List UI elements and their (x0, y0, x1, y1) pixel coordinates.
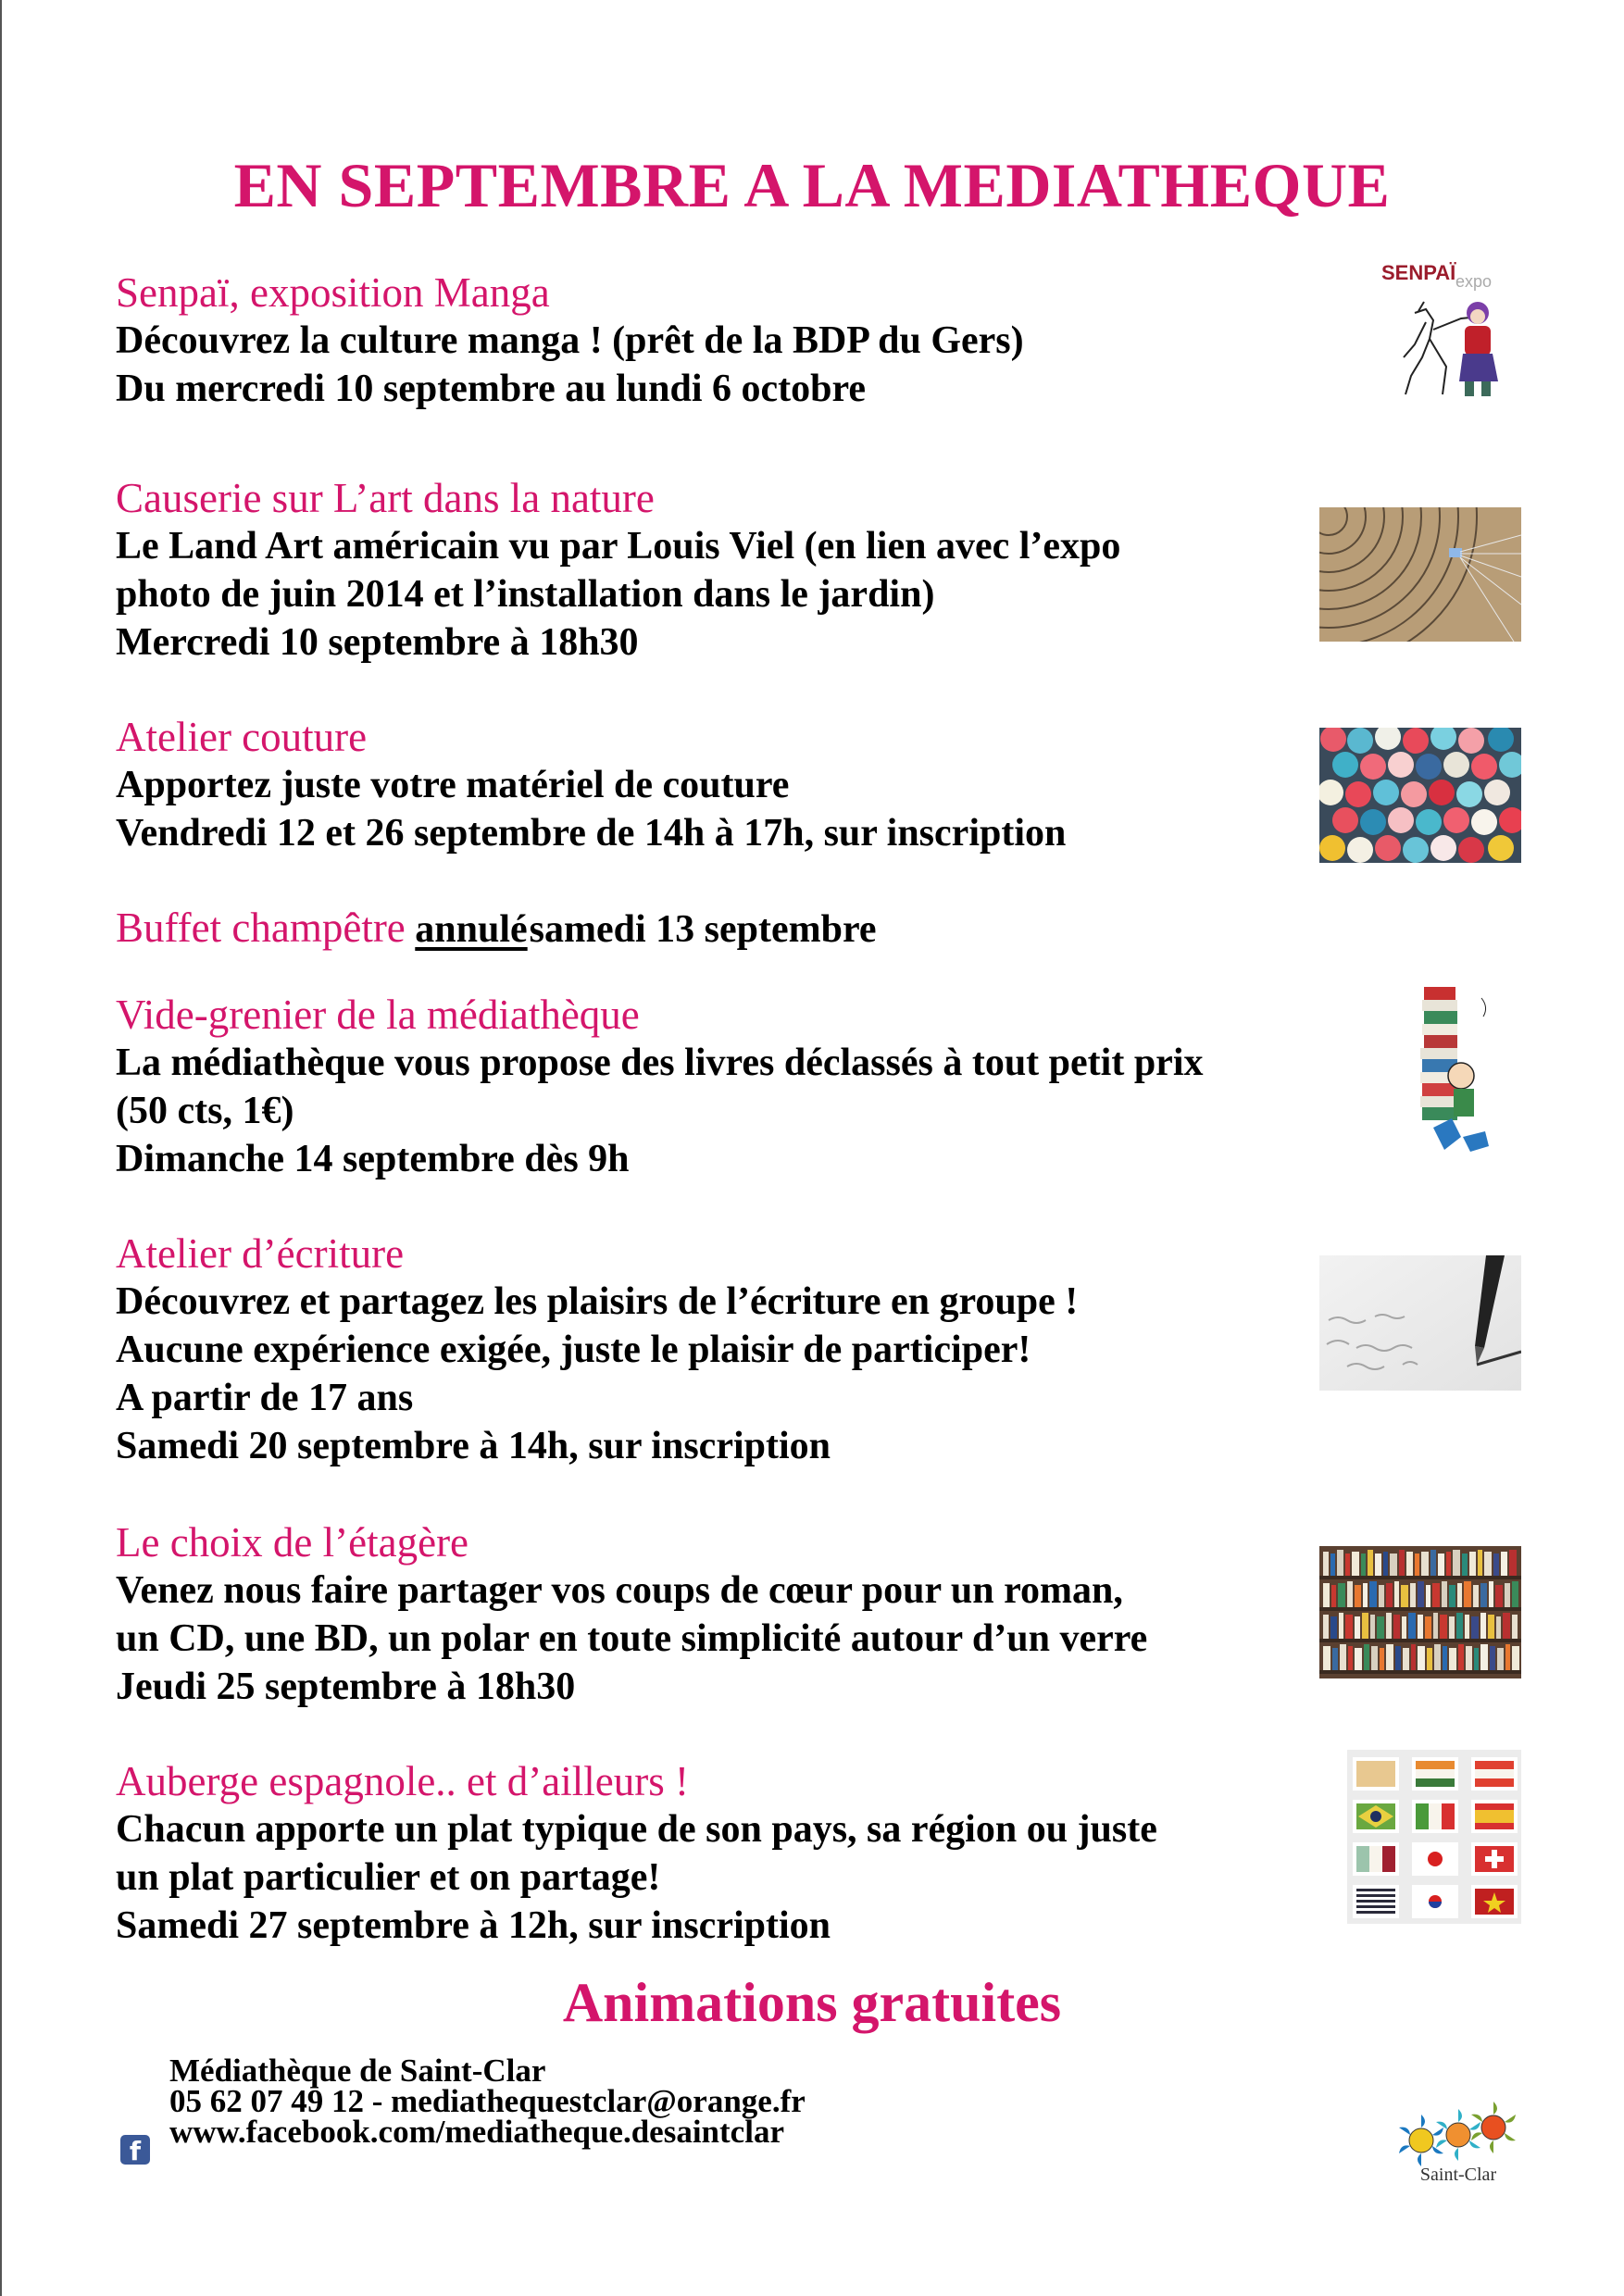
event-description: Apportez juste votre matériel de couture (116, 764, 790, 806)
library-name: Médiathèque de Saint-Clar (169, 2053, 546, 2089)
event-causerie (116, 474, 1347, 667)
page-left-border (0, 0, 2, 2296)
fountain-pen-image (1319, 1255, 1521, 1391)
contact-phone-email[interactable]: 05 62 07 49 12 - mediathequestclar@orange.fr (169, 2083, 806, 2119)
event-heading: Le choix de l’étagère (116, 1519, 469, 1566)
page-title: EN SEPTEMBRE A LA MEDIATHEQUE (233, 150, 1391, 220)
event-date: Jeudi 25 septembre à 18h30 (116, 1666, 576, 1708)
event-choix-etagere (116, 1518, 1347, 1711)
event-date: samedi 13 septembre (529, 908, 877, 951)
cancelled-badge: annulé (415, 908, 528, 951)
facebook-icon: f (120, 2135, 150, 2165)
event-date: Vendredi 12 et 26 septembre de 14h à 17h, sur inscription (116, 812, 1067, 855)
event-price: (50 cts, 1€) (116, 1090, 294, 1132)
land-art-image (1319, 507, 1521, 642)
logo-caption: Saint-Clar (1419, 2165, 1497, 2185)
event-heading: Senpaï, exposition Manga (116, 269, 550, 316)
event-atelier-ecriture (116, 1229, 1347, 1470)
free-events-tagline: Animations gratuites (562, 1972, 1062, 2033)
event-senpai (116, 268, 1347, 413)
event-description: La médiathèque vous propose des livres déclassés à tout petit prix (116, 1042, 1204, 1084)
event-description: Venez nous faire partager vos coups de cœur pour un roman, (116, 1569, 1123, 1612)
event-description: Découvrez et partagez les plaisirs de l’écriture en groupe ! (116, 1280, 1079, 1323)
event-description: un CD, une BD, un polar en toute simplicité autour d’un verre (116, 1617, 1148, 1660)
facebook-link[interactable]: www.facebook.com/mediatheque.desaintclar (169, 2114, 784, 2150)
event-vide-grenier (116, 991, 1347, 1183)
event-auberge-espagnole (116, 1757, 1347, 1950)
event-age: A partir de 17 ans (116, 1377, 414, 1419)
event-date: Samedi 27 septembre à 12h, sur inscription (116, 1904, 831, 1947)
event-atelier-couture (116, 713, 1347, 857)
event-description: Le Land Art américain vu par Louis Viel (en lien avec l’expo (116, 525, 1121, 568)
event-heading: Atelier d’écriture (116, 1230, 405, 1277)
buttons-image (1319, 728, 1521, 863)
senpai-brand-text: SENPAÏ (1381, 261, 1456, 284)
event-description: Découvrez la culture manga ! (prêt de la BDP du Gers) (116, 319, 1024, 362)
event-date: Samedi 20 septembre à 14h, sur inscription (116, 1425, 831, 1467)
event-description: Chacun apporte un plat typique de son pays, sa région ou juste (116, 1808, 1157, 1851)
svg-text:expo: expo (1455, 272, 1493, 291)
event-date: Du mercredi 10 septembre au lundi 6 octobre (116, 368, 867, 410)
event-description: un plat particulier et on partage! (116, 1856, 661, 1899)
event-description: photo de juin 2014 et l’installation dans le jardin) (116, 573, 935, 616)
buffet-line (116, 904, 1347, 954)
event-buffet (116, 904, 1347, 954)
food-flags-image (1347, 1750, 1521, 1924)
event-heading: Vide-grenier de la médiathèque (116, 992, 640, 1038)
event-heading: Causerie sur L’art dans la nature (116, 475, 655, 521)
event-date: Dimanche 14 septembre dès 9h (116, 1138, 630, 1180)
saint-clar-logo (1393, 2102, 1523, 2194)
event-heading: Atelier couture (116, 714, 368, 760)
sun-flowers-icon (1393, 2102, 1523, 2166)
contact-block (169, 2053, 806, 2150)
event-description: Aucune expérience exigée, juste le plaisir de participer! (116, 1329, 1031, 1371)
senpai-expo-image (1378, 256, 1518, 404)
event-heading: Buffet champêtre (116, 905, 406, 951)
bookshelf-image (1319, 1546, 1521, 1678)
event-heading: Auberge espagnole.. et d’ailleurs ! (116, 1758, 689, 1804)
event-date: Mercredi 10 septembre à 18h30 (116, 621, 639, 664)
gaston-books-image (1396, 980, 1512, 1154)
